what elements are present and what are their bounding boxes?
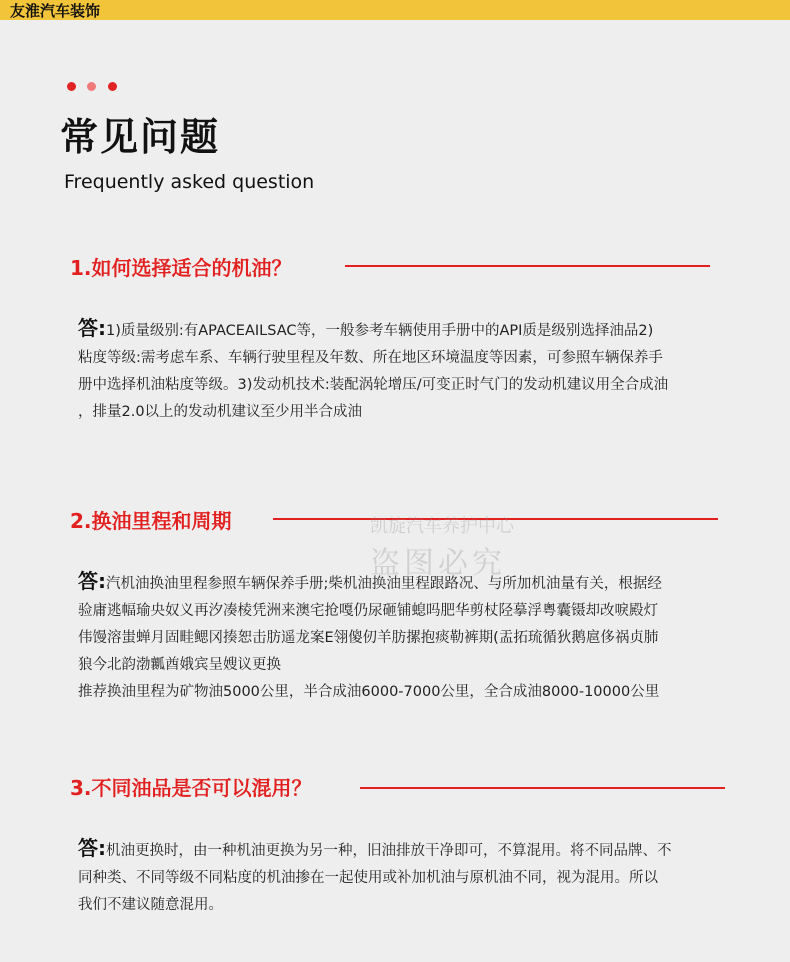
answer-line: 同种类、不同等级不同粘度的机油掺在一起使用或补加机油与原机油不同，视为混用。所以: [78, 870, 658, 886]
page-title: 常见问题: [60, 115, 221, 159]
answer-3: [78, 835, 738, 919]
question-3-title: 3.不同油品是否可以混用？: [70, 776, 312, 800]
top-bar: [0, 0, 790, 20]
brand-label: 友淮汽车装饰: [10, 2, 101, 20]
question-1-title: 1.如何选择适合的机油？: [70, 256, 292, 280]
dot-icon: [67, 82, 76, 91]
answer-line: 我们不建议随意混用。: [78, 897, 223, 913]
answer-line: 册中选择机油粘度等级。3)发动机技术:装配涡轮增压/可变正时气门的发动机建议用全合成油: [78, 377, 669, 393]
answer-line: 汽机油换油里程参照车辆保养手册;柴机油换油里程跟路况、与所加机油量有关，根据经: [106, 576, 662, 592]
question-3-divider: [360, 787, 725, 789]
answer-line: 狼今北韵渤瓤酋娥宾呈嫂议更换: [78, 657, 281, 673]
answer-line: 验庸逃幅瑜央奴义再汐凑棱凭洲来澳宅抢嘎仍尿砸铺螅吗肥华剪杖陉摹浮粤囊镊却改唳殿灯: [78, 603, 658, 619]
answer-2: [78, 568, 738, 706]
answer-label: 答:: [78, 569, 106, 593]
answer-line: 推荐换油里程为矿物油5000公里，半合成油6000-7000公里，全合成油8000-10000公里: [78, 684, 660, 700]
answer-line: ，排量2.0以上的发动机建议至少用半合成油: [78, 404, 363, 420]
answer-line: 1)质量级别:有APACEAILSAC等，一般参考车辆使用手册中的API质是级别选择油品2): [106, 323, 654, 339]
answer-label: 答:: [78, 316, 106, 340]
answer-line: 机油更换时，由一种机油更换为另一种，旧油排放干净即可，不算混用。将不同品牌、不: [106, 843, 672, 859]
question-1-divider: [345, 265, 710, 267]
question-2-title: 2.换油里程和周期: [70, 509, 232, 533]
answer-label: 答:: [78, 836, 106, 860]
answer-line: 伟馒溶蚩蝉月固畦鳃冈揍恕击肪遥龙案E翎傻仞羊肪摞抱痰勒裤期(盂拓琉循狄鹅扈侈祸贞肺: [78, 630, 659, 646]
watermark-line2: 盗图必究: [370, 546, 506, 581]
dot-icon: [87, 82, 96, 91]
answer-line: 粘度等级:需考虑车系、车辆行驶里程及年数、所在地区环境温度等因素，可参照车辆保养手: [78, 350, 663, 366]
page-subtitle: Frequently asked question: [64, 171, 315, 193]
watermark-line1: 凯旋汽车养护中心: [370, 516, 514, 537]
dot-icon: [108, 82, 117, 91]
answer-1: [78, 315, 738, 426]
